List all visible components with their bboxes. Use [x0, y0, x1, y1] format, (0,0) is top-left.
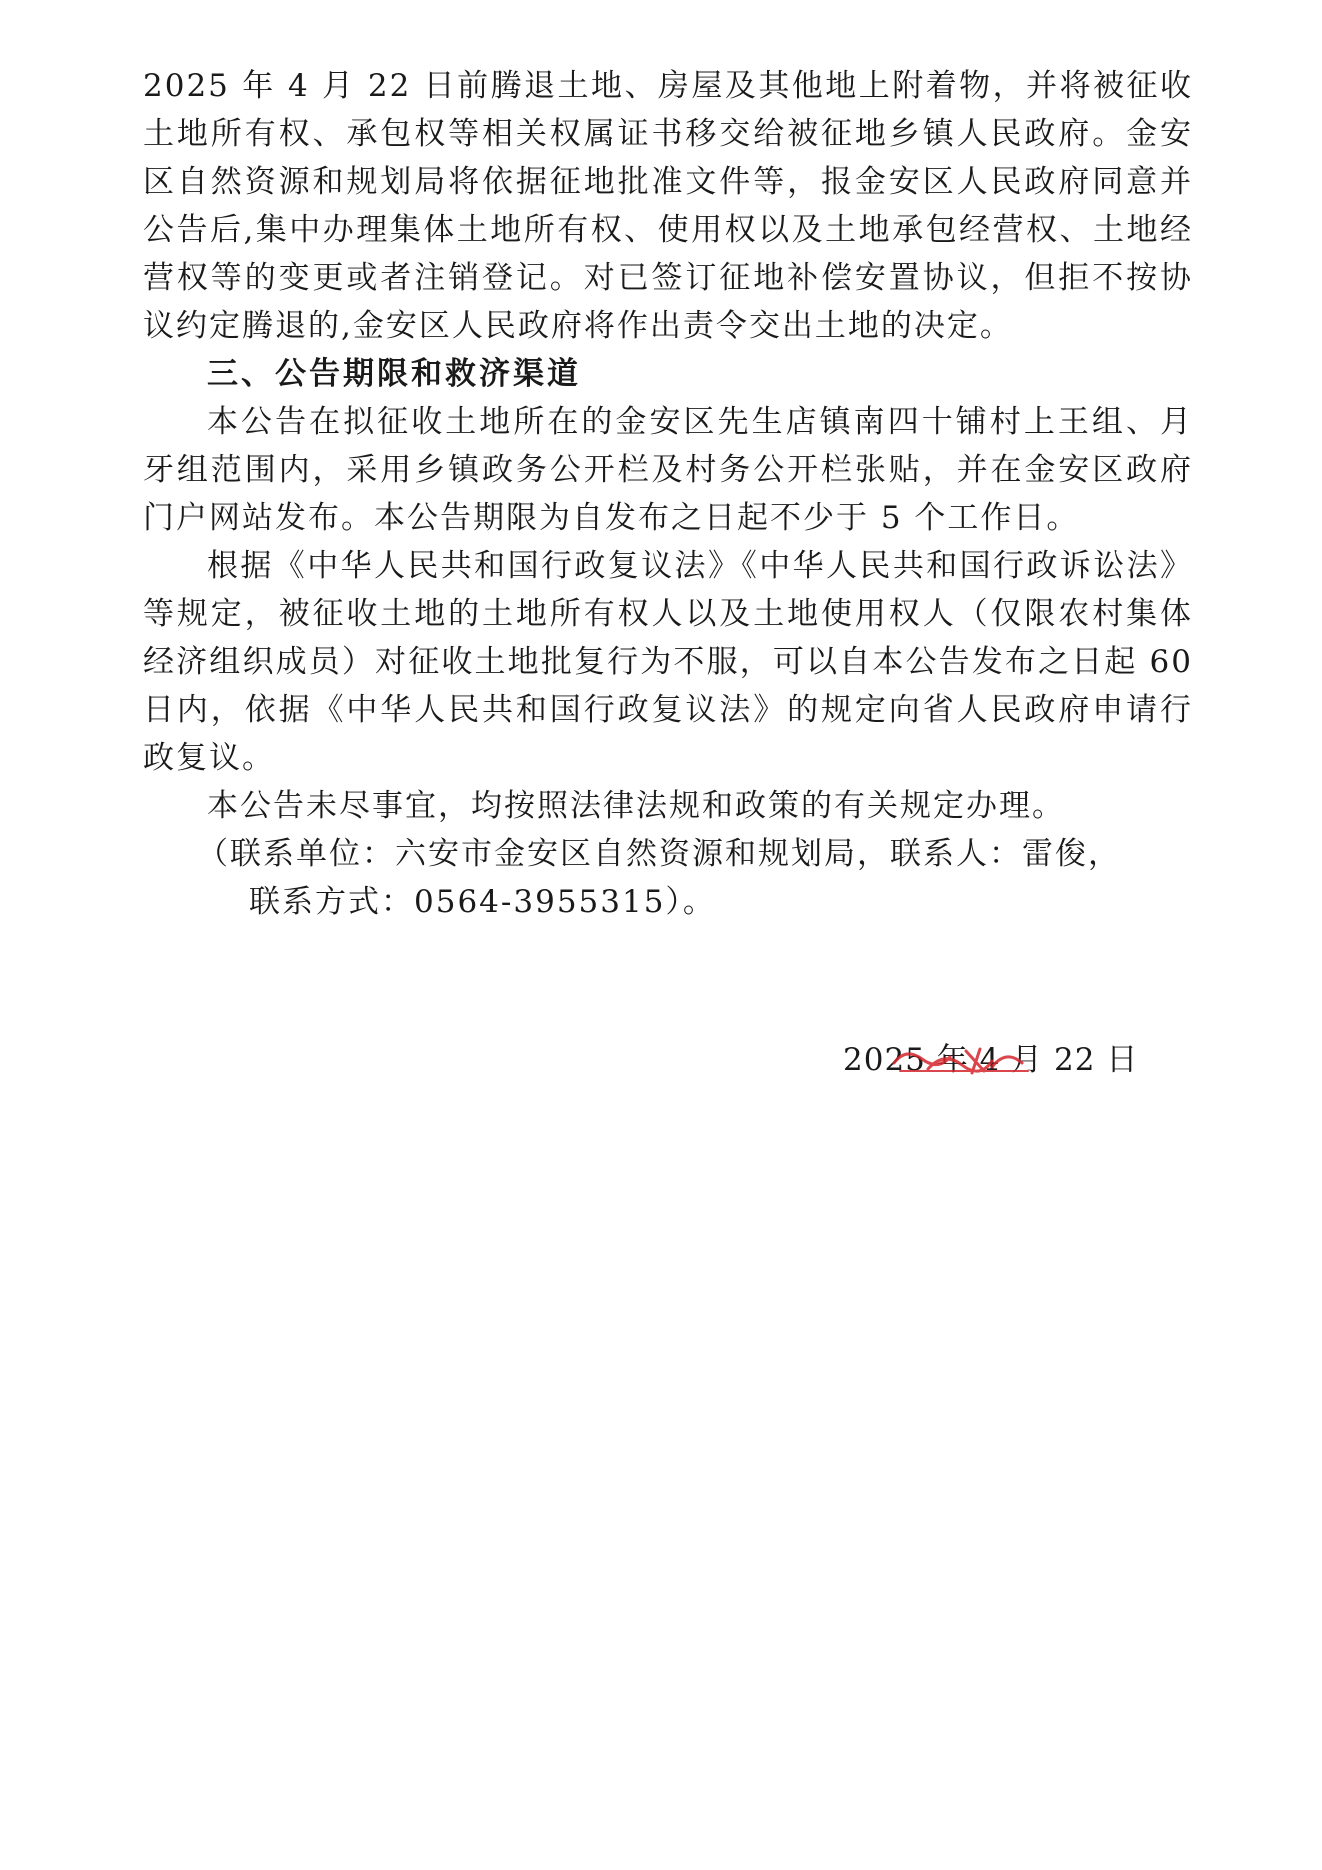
signature-date: 2025 年 4 月 22 日 [843, 1042, 1139, 1078]
paragraph-legal-remedies: 根据《中华人民共和国行政复议法》《中华人民共和国行政诉讼法》等规定，被征收土地的土地所有权人以及土地使用权人（仅限农村集体经济组织成员）对征收土地批复行为不服，可以自本公告发布之日起 60 日内，依据《中华人民共和国行政复议法》的规定向省人民政府申请行政复议。 [143, 548, 1193, 776]
paragraph-other-matters: 本公告未尽事宜，均按照法律法规和政策的有关规定办理。 [207, 788, 1065, 824]
contact-info [143, 830, 1193, 926]
contact-line-2: 联系方式：0564-3955315）。 [249, 884, 716, 920]
paragraph-publication-scope: 本公告在拟征收土地所在的金安区先生店镇南四十铺村上王组、月牙组范围内，采用乡镇政务公开栏及村务公开栏张贴，并在金安区政府门户网站发布。本公告期限为自发布之日起不少于 5 个工作日。 [143, 404, 1193, 536]
section-heading-remedies: 三、公告期限和救济渠道 [207, 356, 581, 392]
notice-body [143, 62, 1193, 926]
contact-line-1: （联系单位：六安市金安区自然资源和规划局，联系人：雷俊， [197, 836, 1121, 872]
paragraph-relocation-deadline: 2025 年 4 月 22 日前腾退土地、房屋及其他地上附着物，并将被征收土地所有权、承包权等相关权属证书移交给被征地乡镇人民政府。金安区自然资源和规划局将依据征地批准文件等，报金安区人民政府同意并公告后,集中办理集体土地所有权、使用权以及土地承包经营权、土地经营权等的变更或者注销登记。对已签订征地补偿安置协议，但拒不按协议约定腾退的,金安区人民政府将作出责令交出土地的决定。 [143, 68, 1193, 344]
